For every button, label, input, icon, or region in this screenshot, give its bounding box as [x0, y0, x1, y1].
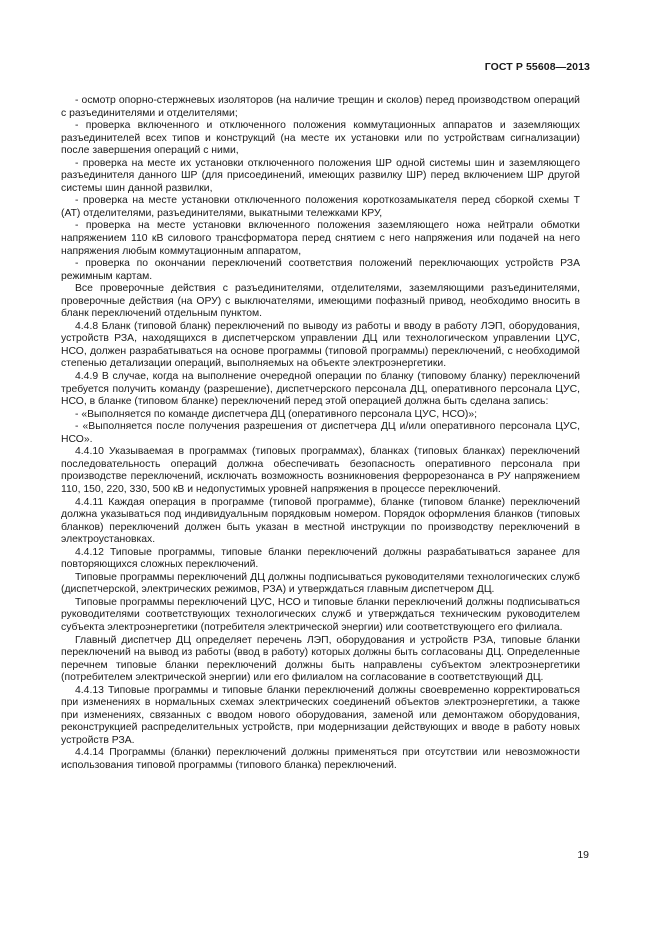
paragraph: Типовые программы переключений ДЦ должны подписываться руководителями технологических служб (диспетчерской, электрических режимов, РЗА) и утверждаться главным диспетчером ДЦ. — [61, 571, 580, 596]
paragraph: 4.4.13 Типовые программы и типовые бланки переключений должны своевременно корректироваться при изменениях в нормальных схемах электрических соединений объектов электроэнергетики, а также при изменениях, связанных с вводом нового оборудования, заменой или демонтажом оборудования, реконструкцией распределительных устройств, при модернизации действующих и вводе в работу новых устройств РЗА. — [61, 684, 580, 746]
paragraph: 4.4.12 Типовые программы, типовые бланки переключений должны разрабатываться заранее для повторяющихся сложных переключений. — [61, 546, 580, 571]
paragraph: 4.4.9 В случае, когда на выполнение очередной операции по бланку (типовому бланку) переключений требуется получить команду (разрешение), диспетчерского персонала ДЦ, оперативного персонала ЦУС, НСО, в бланке (типовом бланке) переключений перед этой операцией должна быть сделана запись: — [61, 371, 580, 408]
paragraph: Типовые программы переключений ЦУС, НСО и типовые бланки переключений должны подписываться руководителями соответствующих технологических служб и утверждаться техническим руководителем субъекта электроэнергетики (потребителя электрической энергии) или соответствующего его филиала. — [61, 596, 580, 633]
paragraph: - проверка по окончании переключений соответствия положений переключающих устройств РЗА режимным картам. — [61, 258, 580, 282]
document-code: ГОСТ Р 55608—2013 — [484, 61, 590, 73]
paragraph: - проверка на месте установки отключенного положения короткозамыкателя перед сборкой схемы Т (АТ) отделителями, разъединителями, выкатными тележками КРУ, — [61, 195, 580, 219]
paragraph: - проверка на месте установки включенного положения заземляющего ножа нейтрали обмотки напряжением 110 кВ силового трансформатора перед снятием с него напряжения или подачей на него напряжения любым коммутационным аппаратом, — [61, 220, 580, 257]
paragraph: - осмотр опорно-стержневых изоляторов (на наличие трещин и сколов) перед производством операций с разъединителями и отделителями; — [61, 95, 580, 119]
paragraph: 4.4.8 Бланк (типовой бланк) переключений по выводу из работы и вводу в работу ЛЭП, оборудования, устройств РЗА, находящихся в диспетчерском управлении ДЦ или технологическом управлении ЦУС, НСО, должен разрабатываться на основе программы (типовой программы) переключений, с необходимой степенью детализации операций, выполняемых на объекте электроэнергетики. — [61, 320, 580, 370]
paragraph: 4.4.11 Каждая операция в программе (типовой программе), бланке (типовом бланке) переключений должна указываться под индивидуальным порядковым номером. Порядок оформления бланков (типовых бланков) переключений должен быть указан в местной инструкции по производству переключений в электроустановках. — [61, 496, 580, 546]
paragraph: - проверка на месте их установки отключенного положения ШР одной системы шин и заземляющего разъединителя данного ШР (для присоединений, имеющих развилку ШР) перед включением ШР другой системы шин данной развилки, — [61, 157, 580, 194]
paragraph: Все проверочные действия с разъединителями, отделителями, заземляющими разъединителями, проверочные действия (на ОРУ) с выключателями, имеющими пофазный привод, необходимо вносить в бланк переключений отдельным пунктом. — [61, 283, 580, 320]
paragraph: - «Выполняется после получения разрешения от диспетчера ДЦ и/или оперативного персонала ЦУС, НСО». — [61, 421, 580, 445]
page-number: 19 — [577, 849, 589, 861]
paragraph: - «Выполняется по команде диспетчера ДЦ (оперативного персонала ЦУС, НСО)»; — [75, 408, 478, 420]
paragraph: Главный диспетчер ДЦ определяет перечень ЛЭП, оборудования и устройств РЗА, типовые бланки переключений на вывод из работы (ввод в работу) которых должны быть согласованы ДЦ. Определенные перечнем типовые бланки переключений должны быть направлены субъектом электроэнергетики (потребителем электрической энергии) или его филиалом на согласование в соответствующий ДЦ. — [61, 634, 580, 684]
paragraph: 4.4.10 Указываемая в программах (типовых программах), бланках (типовых бланках) переключений последовательность операций должна обеспечивать безопасность оперативного персонала при производстве переключений, исключать возможность возникновения феррорезонанса в РУ напряжением 110, 150, 220, 330, 500 кВ и недопустимых уровней напряжения в процессе переключений. — [61, 446, 580, 495]
paragraph: - проверка включенного и отключенного положения коммутационных аппаратов и заземляющих разъединителей всех типов и конструкций (на месте их установки или по устройствам сигнализации) после завершения операций с ними, — [61, 120, 580, 157]
paragraph: 4.4.14 Программы (бланки) переключений должны применяться при отсутствии или невозможности использования типовой программы (типового бланка) переключений. — [61, 747, 580, 771]
document-body — [61, 95, 580, 773]
